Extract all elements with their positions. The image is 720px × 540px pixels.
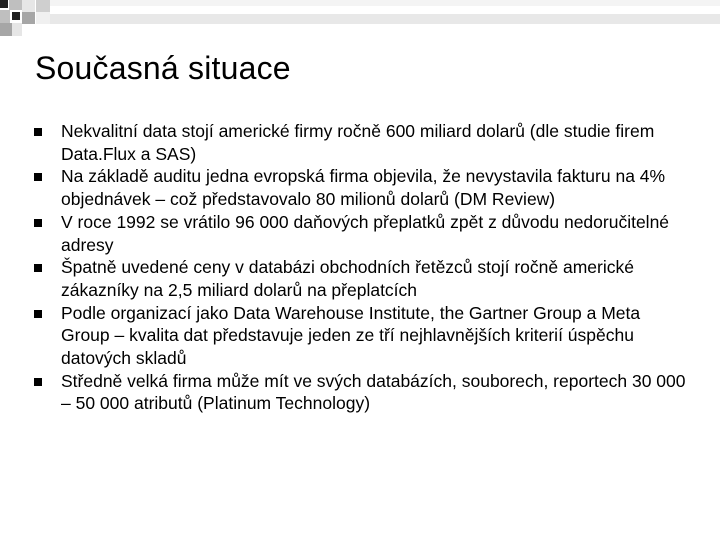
square-bullet-icon (34, 128, 42, 136)
square-bullet-icon (34, 219, 42, 227)
bullet-text: Středně velká firma může mít ve svých databázích, souborech, reportech 30 000 – 50 000 atributů (Platinum Technology) (61, 370, 686, 414)
pattern-band (50, 14, 720, 24)
pattern-square (12, 23, 22, 36)
bullet-text: Na základě auditu jedna evropská firma objevila, že nevystavila fakturu na 4% objednávek – což představovalo 80 milionů dolarů (DM Review) (61, 166, 666, 210)
slide-title: Současná situace (35, 50, 291, 86)
pattern-square (12, 12, 20, 20)
bullet-list (0, 120, 720, 415)
bullet-item (0, 120, 720, 165)
pattern-square (0, 0, 8, 8)
bullet-item (0, 211, 720, 256)
corner-pattern-decoration (0, 0, 720, 40)
bullet-text: Nekvalitní data stojí americké firmy ročně 600 miliard dolarů (dle studie firem Data.Flux a SAS) (61, 121, 655, 164)
square-bullet-icon (34, 173, 42, 181)
pattern-square (0, 10, 10, 23)
bullet-text: Podle organizací jako Data Warehouse Institute, the Gartner Group a Meta Group – kvalita dat představuje jeden ze tří nejhlavnějších kriterií úspěchu datových skladů (61, 302, 641, 369)
square-bullet-icon (34, 264, 42, 272)
bullet-item (0, 302, 720, 370)
pattern-square (22, 12, 35, 24)
pattern-square (0, 23, 12, 36)
bullet-item (0, 165, 720, 210)
square-bullet-icon (34, 310, 42, 318)
bullet-item (0, 256, 720, 301)
bullet-item (0, 370, 720, 415)
bullet-text: Špatně uvedené ceny v databázi obchodních řetězců stojí ročně americké zákazníky na 2,5 miliard dolarů na přeplatcích (61, 257, 634, 300)
pattern-band (50, 0, 720, 6)
pattern-square (22, 0, 35, 12)
bullet-text: V roce 1992 se vrátilo 96 000 daňových přeplatků zpět z důvodu nedoručitelné adresy (61, 211, 670, 255)
square-bullet-icon (34, 378, 42, 386)
pattern-square (9, 0, 22, 10)
pattern-square (36, 0, 50, 12)
pattern-square (36, 12, 50, 24)
